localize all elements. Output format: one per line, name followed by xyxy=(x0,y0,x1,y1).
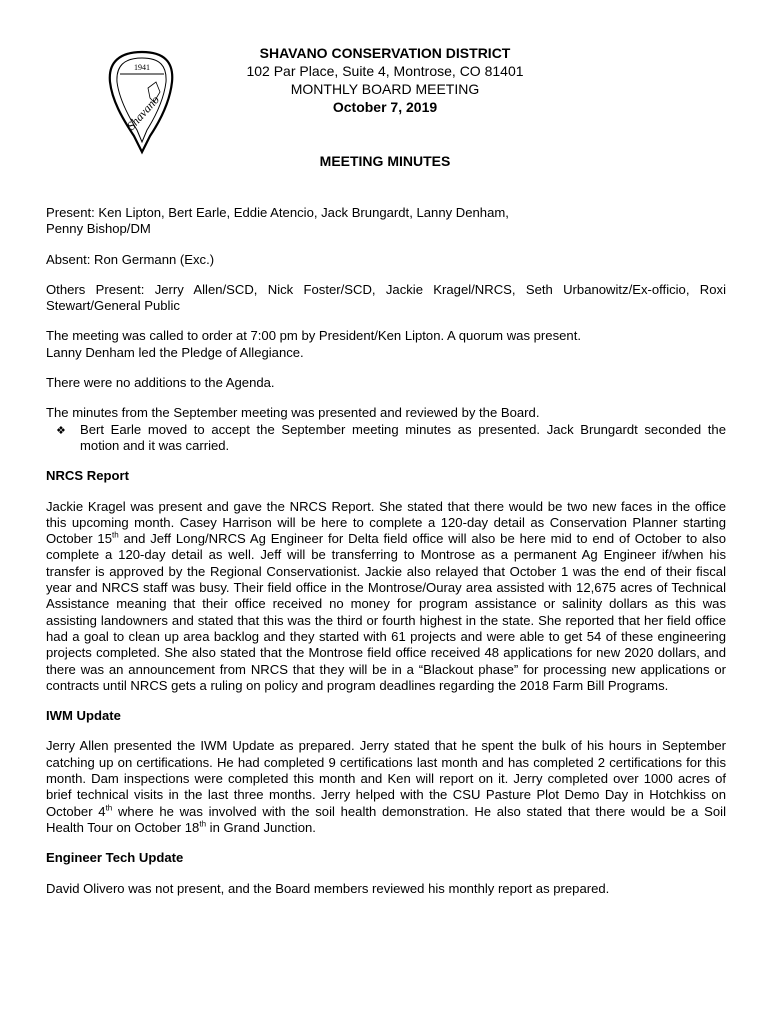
ordinal-suffix: th xyxy=(111,530,119,540)
call-to-order: The meeting was called to order at 7:00 pm by President/Ken Lipton. A quorum was present. xyxy=(46,328,581,344)
ordinal-suffix: th xyxy=(105,803,113,813)
nrcs-text-1: Jackie Kragel was present and gave the NRCS Report. She stated that there would be two new faces in the office this upcoming month. Casey Harrison will be here to complete a 120-day detail as Conservation Planner starting October 15 xyxy=(46,498,726,547)
iwm-heading: IWM Update xyxy=(46,708,121,724)
attendance-present xyxy=(46,205,726,238)
present-line-2: Penny Bishop/DM xyxy=(46,221,151,237)
meeting-type: MONTHLY BOARD MEETING xyxy=(290,81,480,97)
engineer-heading: Engineer Tech Update xyxy=(46,850,184,866)
org-name: SHAVANO CONSERVATION DISTRICT xyxy=(259,45,511,61)
iwm-text-1: Jerry Allen presented the IWM Update as prepared. Jerry stated that he spent the bulk of his hours in September catching up on certifications. He had completed 9 certifications last month and has completed 2 certifications for this month. Dam inspections were completed this month and Ken will report on it. Jerry completed over 1000 acres of brief technical visits in the last three months. Jerry helped with the CSU Pasture Plot Demo Day in Hotchkiss on October 4 xyxy=(46,738,726,819)
letterhead xyxy=(200,44,570,116)
org-address: 102 Par Place, Suite 4, Montrose, CO 81401 xyxy=(246,63,524,79)
iwm-text-3: in Grand Junction. xyxy=(206,819,316,835)
nrcs-paragraph xyxy=(46,499,726,695)
nrcs-heading: NRCS Report xyxy=(46,468,129,484)
iwm-paragraph xyxy=(46,738,726,836)
iwm-text-2: where he was involved with the soil health demonstration. He also stated that there would be a Soil Health Tour on October 18 xyxy=(46,803,726,835)
ordinal-suffix: th xyxy=(199,819,207,829)
diamond-bullet-icon: ❖ xyxy=(56,424,66,437)
nrcs-text-2: and Jeff Long/NRCS Ag Engineer for Delta field office will also be here mid to end of October to also complete a 120-day detail as well. Jeff will be transferring to Montrose as a permanent Ag Engineer if/when his transfer is approved by the Regional Conservationist. Jackie also relayed that October 1 was the end of their fiscal year and NRCS staff was busy. Their field office in the Montrose/Ouray area assisted with 12,675 acres of Technical Assistance meaning that their office received no money for program assistance or salinity dollars as this was assisting landowners and stated that this was the third or fourth highest in the state. She reported that her field office had a goal to clean up area backlog and they started with 61 projects and were able to get 54 of these engineering projects completed. She also stated that the Montrose field office received 48 applications for new 2020 dollars, and there was an announcement from NRCS that they will be in a “Blackout phase” for processing new applications or contracts until NRCS gets a ruling on policy and program deadlines regarding the 2018 Farm Bill Programs. xyxy=(46,531,726,693)
minutes-review xyxy=(46,405,726,454)
motion-text: Bert Earle moved to accept the September meeting minutes as presented. Jack Brungardt seconded the motion and it was carried. xyxy=(80,421,726,453)
logo-year: 1941 xyxy=(134,63,150,72)
shavano-logo xyxy=(104,48,180,156)
attendance-absent: Absent: Ron Germann (Exc.) xyxy=(46,251,215,267)
logo-name: Shavano xyxy=(123,92,163,133)
agenda-note: There were no additions to the Agenda. xyxy=(46,375,275,391)
minutes-body xyxy=(46,205,726,911)
document-title: MEETING MINUTES xyxy=(319,153,451,169)
meeting-date: October 7, 2019 xyxy=(332,99,438,115)
pledge: Lanny Denham led the Pledge of Allegiance. xyxy=(46,344,304,360)
engineer-paragraph: David Olivero was not present, and the Board members reviewed his monthly report as prepared. xyxy=(46,880,610,896)
motion-bullet xyxy=(56,422,726,455)
minutes-review-intro: The minutes from the September meeting was presented and reviewed by the Board. xyxy=(46,405,540,421)
opening-paragraph xyxy=(46,328,726,361)
attendance-others: Others Present: Jerry Allen/SCD, Nick Foster/SCD, Jackie Kragel/NRCS, Seth Urbanowitz/Ex-officio, Roxi Stewart/General Public xyxy=(46,281,726,314)
present-line-1: Present: Ken Lipton, Bert Earle, Eddie Atencio, Jack Brungardt, Lanny Denham, xyxy=(46,205,509,220)
